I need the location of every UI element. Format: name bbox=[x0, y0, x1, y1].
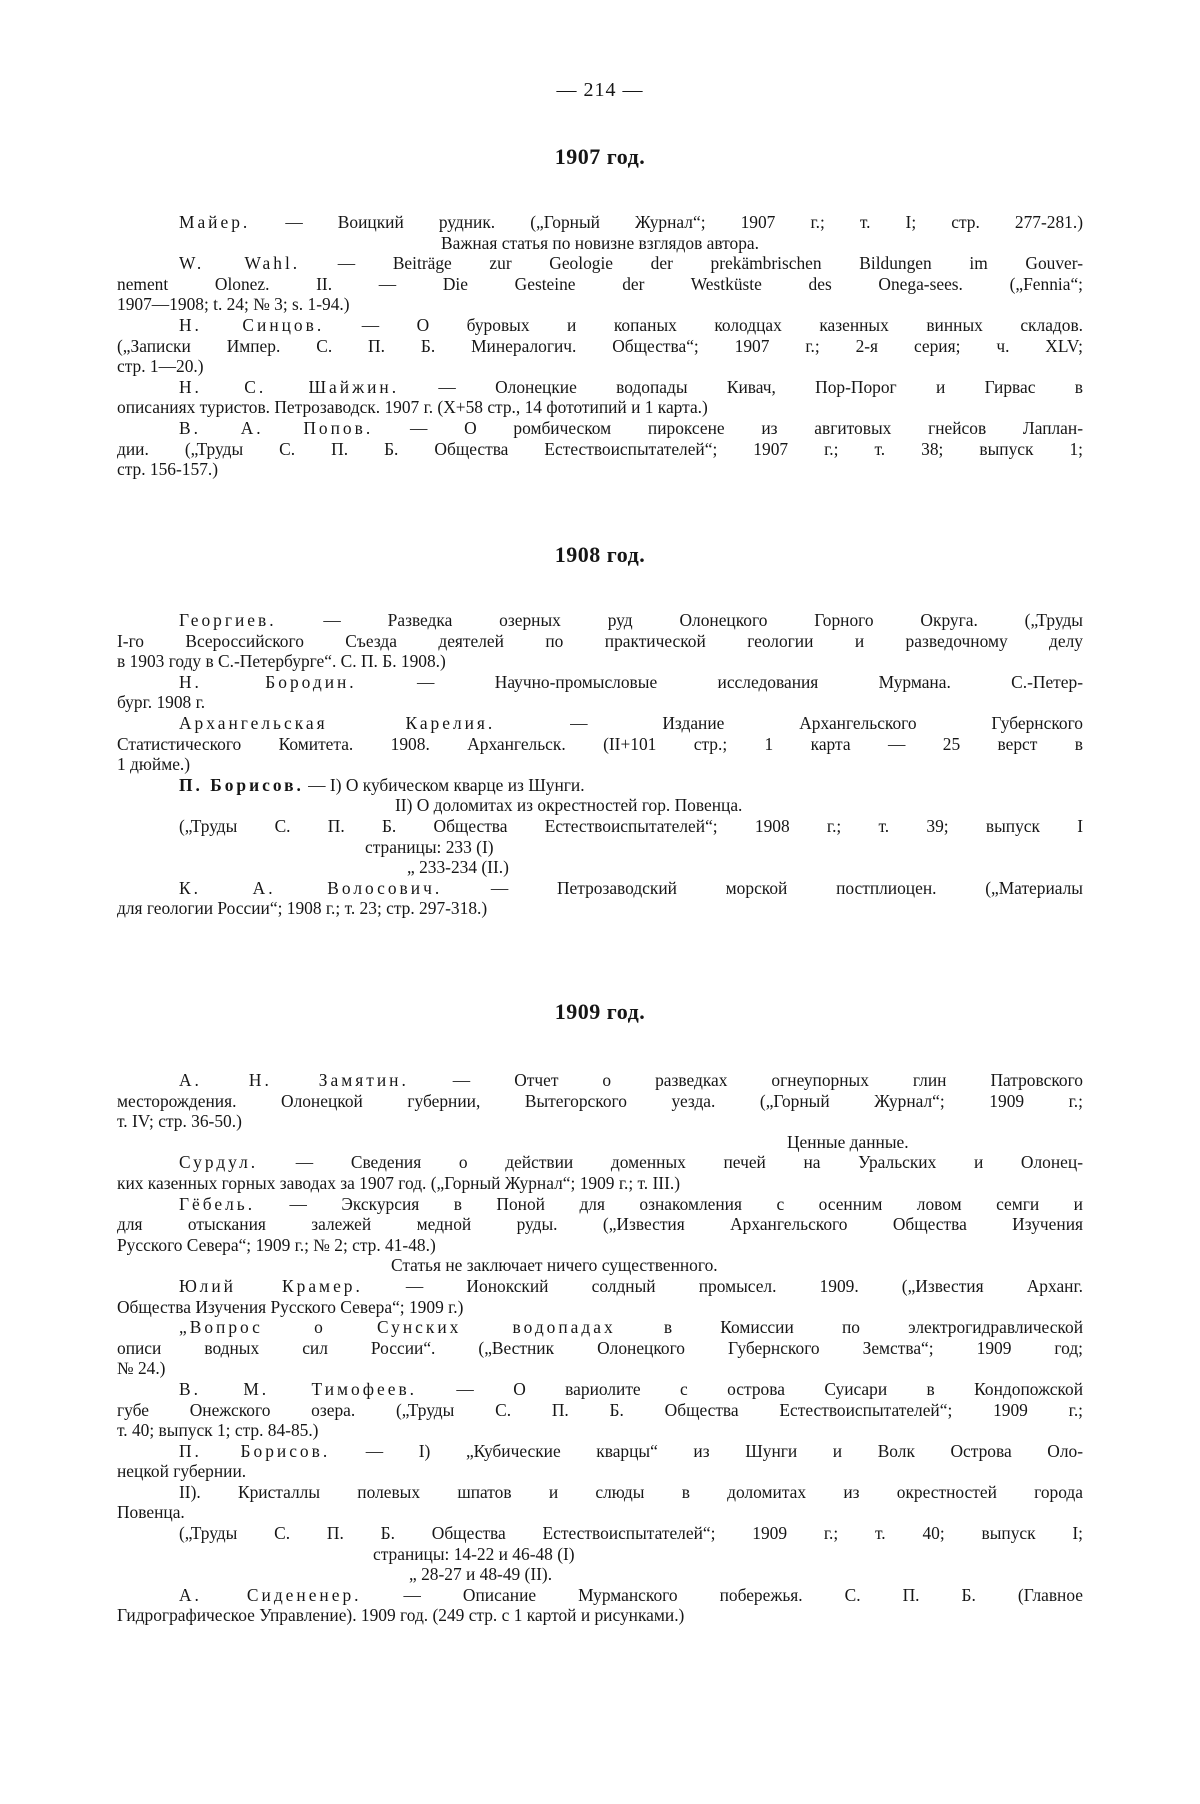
text-line bbox=[117, 816, 1083, 837]
entry-text: „ 233-234 (II.) bbox=[407, 857, 509, 878]
entry-text: — Петрозаводский морской постплиоцен. („Материалы bbox=[442, 877, 1083, 898]
text-line bbox=[117, 1235, 1083, 1256]
text-line bbox=[117, 837, 1083, 858]
text-line bbox=[117, 212, 1083, 233]
entry-text: т. 40; выпуск 1; стр. 84-85.) bbox=[117, 1420, 319, 1441]
author-name: К. А. Волосович. bbox=[179, 877, 443, 898]
entry-text: для отыскания залежей медной руды. („Известия Архангельского Общества Изучения bbox=[117, 1214, 1083, 1235]
text-line bbox=[117, 692, 1083, 713]
author-name: Гёбель. bbox=[179, 1193, 256, 1214]
entry-text: — О вариолите с острова Суисари в Кондопожской bbox=[417, 1378, 1083, 1399]
entry-text: месторождения. Олонецкой губернии, Вытегорского уезда. („Горный Журнал“; 1909 г.; bbox=[117, 1090, 1083, 1111]
entry-text: — Научно-промысловые исследования Мурмана. С.-Петер- bbox=[356, 671, 1083, 692]
text-line bbox=[117, 1338, 1083, 1359]
entry-text: стр. 156-157.) bbox=[117, 459, 219, 480]
author-name: Н. С. Шайжин. bbox=[179, 376, 400, 397]
entry-text: бург. 1908 г. bbox=[117, 692, 206, 713]
entry-text: — О буровых и копаных колодцах казенных винных складов. bbox=[324, 314, 1084, 335]
entry-text: — I) О кубическом кварце из Шунги. bbox=[303, 774, 585, 795]
text-line bbox=[117, 1358, 1083, 1379]
entry-text: („Труды С. П. Б. Общества Естествоиспытателей“; 1908 г.; т. 39; выпуск I bbox=[179, 815, 1083, 836]
text-line bbox=[117, 1544, 1083, 1565]
author-name: А. Сидененер. bbox=[179, 1584, 362, 1605]
entry-text: — Ионокский солдный промысел. 1909. („Известия Арханг. bbox=[362, 1275, 1083, 1296]
section-year-heading: 1907 год. bbox=[554, 144, 646, 169]
entry-text: Статистического Комитета. 1908. Архангельск. (II+101 стр.; 1 карта — 25 верст в bbox=[117, 733, 1083, 754]
entry-text: т. IV; стр. 36-50.) bbox=[117, 1111, 242, 1132]
entry-text: II) О доломитах из окрестностей гор. Повенца. bbox=[395, 795, 743, 816]
entry-text: — Beiträge zur Geologie der prekämbrischen Bildungen im Gouver- bbox=[300, 253, 1083, 274]
text-line bbox=[117, 1400, 1083, 1421]
entry-text: nement Olonez. II. — Die Gesteine der Westküste des Onega-sees. („Fennia“; bbox=[117, 273, 1083, 294]
entry-text: 1 дюйме.) bbox=[117, 754, 191, 775]
section-entries bbox=[117, 212, 1083, 480]
author-name: Архангельская Карелия. bbox=[179, 712, 496, 733]
entry-text: в 1903 году в С.-Петербурге“. С. П. Б. 1908.) bbox=[117, 651, 446, 672]
text-line bbox=[117, 315, 1083, 336]
entry-text: — Экскурсия в Поной для ознакомления с осенним ловом семги и bbox=[255, 1193, 1083, 1214]
author-name: W. Wahl. bbox=[179, 253, 301, 274]
entry-text: Важная статья по новизне взглядов автора. bbox=[441, 232, 759, 253]
entry-text: („Труды С. П. Б. Общества Естествоиспытателей“; 1909 г.; т. 40; выпуск I; bbox=[179, 1523, 1083, 1544]
entry-text: — I) „Кубические кварцы“ из Шунги и Волк Острова Оло- bbox=[330, 1440, 1083, 1461]
entry-text: — Олонецкие водопады Кивач, Пор-Порог и Гирвас в bbox=[399, 376, 1083, 397]
text-line bbox=[117, 1420, 1083, 1441]
text-line bbox=[117, 1173, 1083, 1194]
author-name: П. Борисов. bbox=[179, 774, 304, 795]
entry-text: — Разведка озерных руд Олонецкого Горного Округа. („Труды bbox=[276, 610, 1083, 630]
author-name: Юлий Крамер. bbox=[179, 1275, 363, 1296]
entry-text: описаниях туристов. Петрозаводск. 1907 г. (X+58 стр., 14 фототипий и 1 карта.) bbox=[117, 397, 708, 418]
author-name: Н. Бородин. bbox=[179, 671, 357, 692]
entry-text: дии. („Труды С. П. Б. Общества Естествоиспытателей“; 1907 г.; т. 38; выпуск 1; bbox=[117, 438, 1083, 459]
text-line bbox=[117, 898, 1083, 919]
entry-text: Статья не заключает ничего существенного. bbox=[391, 1255, 718, 1276]
text-line bbox=[117, 754, 1083, 775]
text-line bbox=[117, 1585, 1083, 1606]
entry-text: для геологии России“; 1908 г.; т. 23; стр. 297-318.) bbox=[117, 898, 488, 919]
text-line bbox=[117, 1070, 1083, 1091]
text-line bbox=[117, 1194, 1083, 1215]
author-name: П. Борисов. bbox=[179, 1440, 331, 1461]
entry-text: — Сведения о действии доменных печей на Уральских и Олонец- bbox=[258, 1152, 1083, 1173]
text-line bbox=[117, 1152, 1083, 1173]
text-line bbox=[117, 651, 1083, 672]
text-line bbox=[117, 1297, 1083, 1318]
page-number: — 214 — bbox=[556, 79, 644, 101]
entry-text: страницы: 14-22 и 46-48 (I) bbox=[373, 1543, 575, 1564]
author-name: Георгиев. bbox=[179, 610, 277, 630]
text-line bbox=[117, 1255, 1083, 1276]
author-name: В. М. Тимофеев. bbox=[179, 1378, 418, 1399]
entry-text: страницы: 233 (I) bbox=[365, 836, 494, 857]
text-line bbox=[117, 631, 1083, 652]
text-line bbox=[117, 734, 1083, 755]
text-line bbox=[117, 377, 1083, 398]
text-line bbox=[117, 1091, 1083, 1112]
text-line bbox=[117, 775, 1083, 796]
section-entries bbox=[117, 610, 1083, 919]
text-line bbox=[117, 795, 1083, 816]
entry-text: I-го Всероссийского Съезда деятелей по практической геологии и разведочному делу bbox=[117, 630, 1083, 651]
text-line bbox=[117, 857, 1083, 878]
entry-text: — Издание Архангельского Губернского bbox=[495, 712, 1083, 733]
text-line bbox=[117, 1276, 1083, 1297]
entry-text: — Описание Мурманского побережья. С. П. Б. (Главное bbox=[361, 1584, 1083, 1605]
text-line bbox=[117, 253, 1083, 274]
author-name: Майер. bbox=[179, 212, 251, 232]
author-name: Н. Синцов. bbox=[179, 314, 325, 335]
entry-text: стр. 1—20.) bbox=[117, 356, 204, 377]
author-name: В. А. Попов. bbox=[179, 417, 374, 438]
text-line bbox=[117, 713, 1083, 734]
text-line bbox=[117, 1132, 1083, 1153]
text-line bbox=[117, 294, 1083, 315]
entry-text: („Записки Импер. С. П. Б. Минералогич. Общества“; 1907 г.; 2-я серия; ч. XLV; bbox=[117, 335, 1083, 356]
text-line bbox=[117, 1564, 1083, 1585]
entry-text: нецкой губернии. bbox=[117, 1461, 247, 1482]
text-line bbox=[117, 418, 1083, 439]
text-line bbox=[117, 274, 1083, 295]
entry-text: II). Кристаллы полевых шпатов и слюды в доломитах из окрестностей города bbox=[179, 1481, 1083, 1502]
text-line bbox=[117, 1461, 1083, 1482]
entry-text: описи водных сил России“. („Вестник Олонецкого Губернского Земства“; 1909 год; bbox=[117, 1337, 1083, 1358]
author-name: А. Н. Замятин. bbox=[179, 1070, 409, 1090]
text-line bbox=[117, 336, 1083, 357]
text-line bbox=[117, 233, 1083, 254]
section-entries bbox=[117, 1070, 1083, 1626]
entry-text: — Воицкий рудник. („Горный Журнал“; 1907 г.; т. I; стр. 277-281.) bbox=[250, 212, 1083, 232]
text-line bbox=[117, 439, 1083, 460]
text-line bbox=[117, 1317, 1083, 1338]
entry-text: „ 28-27 и 48-49 (II). bbox=[409, 1564, 553, 1585]
text-line bbox=[117, 1214, 1083, 1235]
entry-text: губе Онежского озера. („Труды С. П. Б. Общества Естествоиспытателей“; 1909 г.; bbox=[117, 1399, 1083, 1420]
entry-text: 1907—1908; t. 24; № 3; s. 1-94.) bbox=[117, 294, 350, 315]
text-line bbox=[117, 1441, 1083, 1462]
text-line bbox=[117, 1523, 1083, 1544]
entry-text: Ценные данные. bbox=[787, 1131, 909, 1152]
text-line bbox=[117, 1379, 1083, 1400]
text-line bbox=[117, 672, 1083, 693]
text-line bbox=[117, 610, 1083, 631]
entry-text: — Отчет о разведках огнеупорных глин Патровского bbox=[408, 1070, 1083, 1090]
section-year-heading: 1909 год. bbox=[554, 999, 646, 1024]
text-line bbox=[117, 397, 1083, 418]
text-line bbox=[117, 459, 1083, 480]
entry-text: Общества Изучения Русского Севера“; 1909 г.) bbox=[117, 1296, 464, 1317]
text-line bbox=[117, 356, 1083, 377]
section-year-heading: 1908 год. bbox=[554, 542, 646, 567]
entry-text: Повенца. bbox=[117, 1502, 185, 1523]
entry-text: Гидрографическое Управление). 1909 год. (249 стр. с 1 картой и рисунками.) bbox=[117, 1605, 685, 1626]
author-name: „Вопрос о Сунских водопадах bbox=[179, 1317, 616, 1338]
entry-text: № 24.) bbox=[117, 1358, 166, 1379]
text-line bbox=[117, 1111, 1083, 1132]
text-line bbox=[117, 1605, 1083, 1626]
author-name: Сурдул. bbox=[179, 1152, 259, 1173]
entry-text: Русского Севера“; 1909 г.; № 2; стр. 41-48.) bbox=[117, 1234, 436, 1255]
text-line bbox=[117, 1502, 1083, 1523]
entry-text: в Комиссии по электрогидравлической bbox=[615, 1317, 1083, 1338]
text-line bbox=[117, 878, 1083, 899]
entry-text: ких казенных горных заводах за 1907 год. („Горный Журнал“; 1909 г.; т. III.) bbox=[117, 1172, 681, 1193]
entry-text: — О ромбическом пироксене из авгитовых гнейсов Лаплан- bbox=[373, 417, 1084, 438]
text-line bbox=[117, 1482, 1083, 1503]
